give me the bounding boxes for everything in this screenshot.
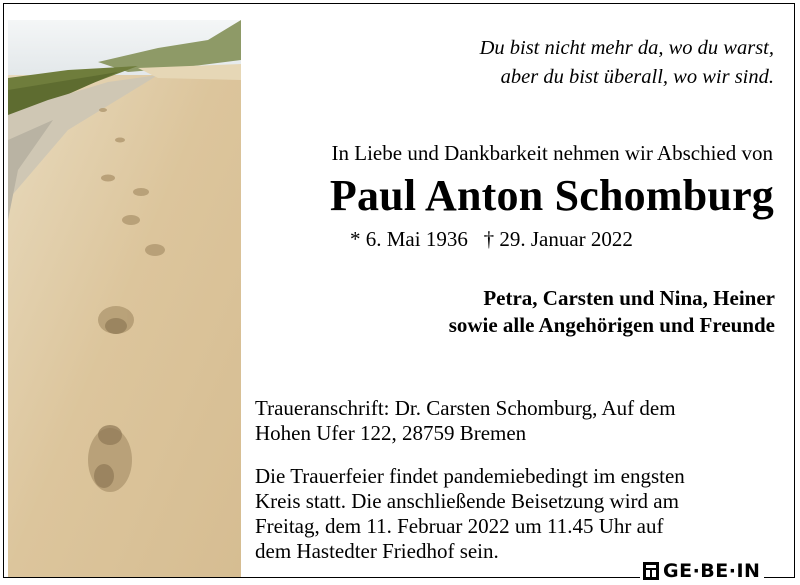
quote-line: aber du bist überall, wo wir sind. xyxy=(500,66,774,88)
ceremony-line: Kreis statt. Die anschließende Beisetzung wird am xyxy=(255,489,679,513)
birth-date: * 6. Mai 1936 xyxy=(350,227,468,251)
address-line: Traueranschrift: Dr. Carsten Schomburg, Auf dem xyxy=(255,396,676,420)
death-date: † 29. Januar 2022 xyxy=(483,227,633,251)
gebein-logo-text: GE·BE·IN xyxy=(663,560,761,582)
gebein-logo xyxy=(640,560,764,582)
intro-text: In Liebe und Dankbarkeit nehmen wir Abschied von xyxy=(331,141,773,165)
ceremony-line: Freitag, dem 11. Februar 2022 um 11.45 Uhr auf xyxy=(255,514,664,538)
mourners-line: sowie alle Angehörigen und Freunde xyxy=(448,313,775,337)
address-line: Hohen Ufer 122, 28759 Bremen xyxy=(255,421,527,445)
beach-footprints-photo xyxy=(8,20,241,577)
ceremony-line: dem Hastedter Friedhof sein. xyxy=(255,539,499,563)
deceased-name: Paul Anton Schomburg xyxy=(329,171,774,220)
mourning-address xyxy=(255,396,676,446)
life-dates xyxy=(350,227,633,252)
memorial-quote xyxy=(480,34,774,92)
gebein-logo-icon xyxy=(643,562,659,580)
mourners xyxy=(449,285,775,339)
ceremony-info xyxy=(255,464,685,564)
mourners-line: Petra, Carsten und Nina, Heiner xyxy=(483,286,775,310)
quote-line: Du bist nicht mehr da, wo du warst, xyxy=(479,37,774,59)
ceremony-line: Die Trauerfeier findet pandemiebedingt im engsten xyxy=(255,464,685,488)
